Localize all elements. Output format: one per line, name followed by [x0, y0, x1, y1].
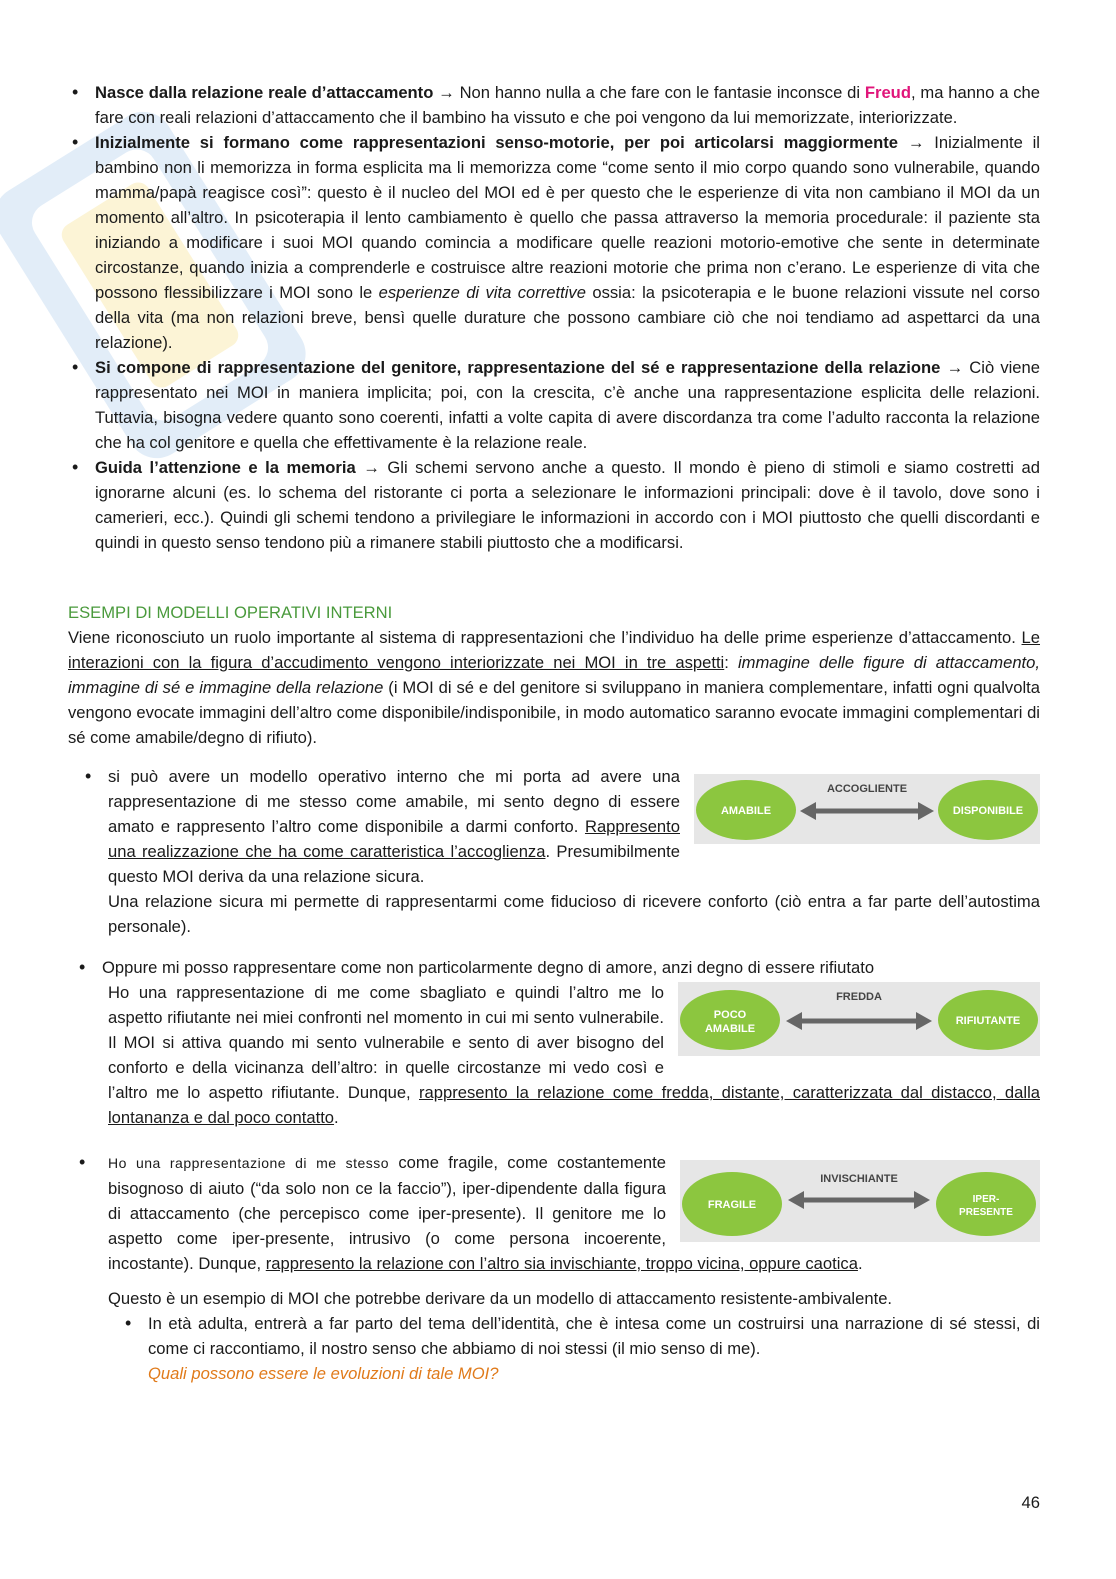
- list-item: • Inizialmente si formano come rappresentazioni senso-motorie, per poi articolarsi maggiormente → Inizialmente il bambino non li memorizza in forma esplicita ma li memorizza come “come sento il mio corpo quando sono vulnerabile, quando mamma/papà reagisce così”: questo è il nucleo del MOI ed è per questo che le esperienze di vita non cambiano il MOI da un momento all’altro. In psicoterapia il lento cambiamento è quello che passa attraverso la memoria procedurale: il paziente sta iniziando a modificare i suoi MOI quando comincia a modificare quelle reazioni motorio-emotive che sente in determinate circostanze, quando inizia a comprenderle e costruisce altre reazioni motorie che prima non c’erano. Le esperienze di vita che possono flessibilizzare i MOI sono le esperienze di vita correttive ossia: la psicoterapia e le buone relazioni vissute nel corso della vita (ma non relazioni breve, bensì quelle durature che possono cambiare ciò che noi tendiamo ad aspettarci da una relazione).: [95, 130, 1040, 355]
- list-item: • Oppure mi posso rappresentare come non particolarmente degno di amore, anzi degno di essere rifiutato POCO AMABILE FREDDA RIFIUTANTE Ho una rappresentazione di me come sbagliato e quindi l’altro me lo aspetto rifiutante nei miei confronti nel momento in cui mi sento vulnerabile. Il MOI si attiva quando mi sento vulnerabile e sento di aver bisogno del conforto e della vicinanza dell’altro: in quelle circostanze mi vedo così e l’altro me lo aspetto rifiutante. Dunque, rappresento la relazione come fredda, distante, caratterizzata dal distacco, dalla lontananza e dal poco contatto.: [102, 955, 1040, 1130]
- moi-features-list: [68, 80, 1040, 555]
- closing-paragraph: Questo è un esempio di MOI che potrebbe derivare da un modello di attaccamento resistente-ambivalente.: [108, 1289, 893, 1308]
- svg-text:IPER-: IPER-: [972, 1194, 1000, 1205]
- diagram-right-label: RIFIUTANTE: [955, 1015, 1021, 1027]
- open-question: Quali possono essere le evoluzioni di tale MOI?: [148, 1364, 499, 1383]
- diagram-left-label: • FRAGILE: [707, 1199, 757, 1211]
- moi-diagram-ambivalent: [680, 1160, 1040, 1242]
- svg-text:POCO: POCO: [713, 1009, 747, 1021]
- freud-name: Freud: [864, 83, 911, 102]
- diagram-middle-label: ACCOGLIENTE: [826, 783, 908, 795]
- diagram-right-label: DISPONIBILE: [952, 805, 1024, 817]
- svg-text:AMABILE: AMABILE: [704, 1023, 756, 1035]
- arrow-right-icon: →: [907, 133, 925, 152]
- list-item: • Guida l’attenzione e la memoria → Gli schemi servono anche a questo. Il mondo è pieno di stimoli e siamo costretti ad ignorarne alcuni (es. lo schema del ristorante ci porta a selezionare le informazioni principali: dove è il tavolo, dove sono i camerieri, ecc.). Quindi gli schemi tendono a privilegiare le informazioni in accordo con i MOI piuttosto che quelli discordanti e quindi in questo senso tendono più a rimanere stabili piuttosto che a modificarsi.: [95, 455, 1040, 555]
- section-intro: Viene riconosciuto un ruolo importante al sistema di rappresentazioni che l’individuo ha delle prime esperienze d’attaccamento. Le interazioni con la figura d’accudimento vengono interiorizzate nei MOI in tre aspetti: immagine delle figure di attaccamento, immagine di sé e immagine della relazione (i MOI di sé e del genitore si sviluppano in maniera complementare, infatti ogni qualvolta vengono evocate immagini dell’altro come disponibile/indisponibile, in modo automatico saranno evocate immagini complementari di sé come amabile/degno di rifiuto).: [68, 628, 1040, 747]
- svg-text:PRESENTE: PRESENTE: [959, 1207, 1013, 1218]
- diagram-middle-label: FREDDA: [836, 991, 882, 1003]
- example-secure: [68, 764, 1040, 939]
- page-content: [68, 80, 1040, 1386]
- diagram-left-label: • AMABILE: [720, 805, 772, 817]
- arrow-right-icon: →: [363, 458, 380, 477]
- example-avoidant: [68, 955, 1040, 1130]
- arrow-right-icon: →: [438, 83, 455, 102]
- list-item: • FRAGILE INVISCHIANTE IPER- PRESENTE Ho una rappresentazione di me stesso come fragile, come costantemente bisognoso di aiuto (“da solo non ce la faccio”), iper-dipendente dalla figura di attaccamento (che percepisco come iper-presente). Il genitore me lo aspetto come iper-presente, intrusivo (o come persona incoerente, incostante). Dunque, rappresento la relazione con l’altro sia invischiante, troppo vicina, oppure caotica.: [102, 1150, 1040, 1276]
- section-heading: ESEMPI DI MODELLI OPERATIVI INTERNI: [68, 603, 393, 622]
- page-number: 46: [1021, 1493, 1040, 1512]
- moi-diagram-avoidant: [678, 982, 1040, 1056]
- list-item: • Nasce dalla relazione reale d’attaccamento → Non hanno nulla a che fare con le fantasie inconsce di Freud, ma hanno a che fare con reali relazioni d’attaccamento che il bambino ha vissuto e che poi vengono da lui memorizzate, interiorizzate.: [95, 80, 1040, 130]
- arrow-right-icon: →: [946, 358, 964, 377]
- example-ambivalent: [68, 1150, 1040, 1276]
- list-item: • Si compone di rappresentazione del genitore, rappresentazione del sé e rappresentazione della relazione → Ciò viene rappresentato nei MOI in maniera implicita; poi, con la crescita, c’è anche una rappresentazione esplicita delle relazioni. Tuttavia, bisogna vedere quanto sono coerenti, infatti a volte capita di avere discordanza tra come l’adulto racconta la relazione che ha col genitore e quella che effettivamente è la relazione reale.: [95, 355, 1040, 455]
- list-item: • AMABILE ACCOGLIENTE DISPONIBILE si può avere un modello operativo interno che mi porta ad avere una rappresentazione di me stesso come amabile, mi sento degno di essere amato e rappresento l’altro come disponibile a darmi conforto. Rappresento una realizzazione che ha come caratteristica l’accoglienza. Presumibilmente questo MOI deriva da una relazione sicura. Una relazione sicura mi permette di rappresentarmi come fiducioso di ricevere conforto (ciò entra a far parte dell’autostima personale).: [108, 764, 1040, 939]
- moi-diagram-secure: [694, 774, 1040, 844]
- diagram-middle-label: INVISCHIANTE: [820, 1173, 898, 1185]
- list-item: • In età adulta, entrerà a far parto del tema dell’identità, che è intesa come un costruirsi una narrazione di sé stessi, di come ci raccontiamo, il nostro senso che abbiamo di noi stessi (il mio senso di me). Quali possono essere le evoluzioni di tale MOI?: [148, 1311, 1040, 1386]
